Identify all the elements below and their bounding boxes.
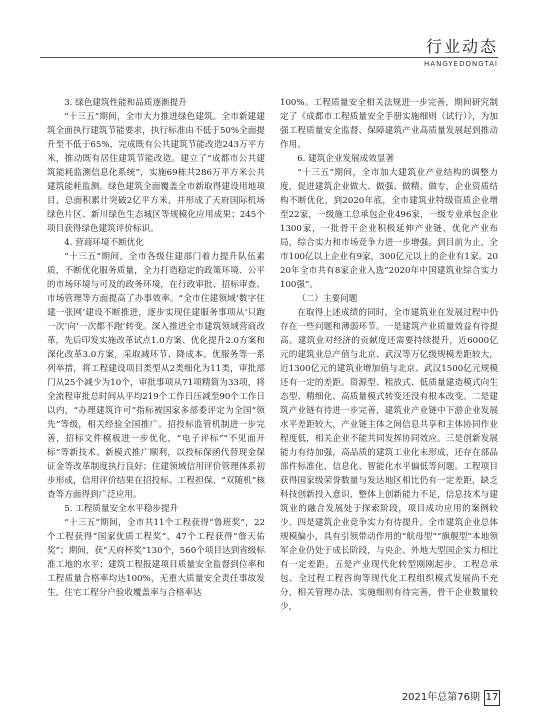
body-paragraph: “十三五”期间，全市共11个工程获得“鲁班奖”，22个工程获得“国家优质工程奖”，47个工程获得“詹天佑奖”；期间，获“天府杯奖”130个，560个项目达到省级标准工地的水平；建筑工程报建项目质量安全监督到位率和工程质量合格率均达100%，无重大质量安全责任事故发生，住宅工程分户验收覆盖率与合格率达 xyxy=(47,518,265,598)
header-rule xyxy=(40,57,498,58)
section-title: 行业动态 xyxy=(425,37,498,56)
issue-label: 2021年总第76期 xyxy=(401,692,480,703)
page-footer xyxy=(402,688,500,706)
body-paragraph: 在取得上述成绩的同时，全市建筑业在发展过程中仍存在一些问题和薄弱环节。一是建筑产业质量效益有待提高。建筑业对经济的贡献度还需要持续提升，近6000亿元的建筑业总产值与北京、武汉等万亿级规模差距较大，近1300亿元的建筑业增加值与北京、武汉1500亿元规模还有一定的差距。资源型、粗放式、低质量建造模式向生态型、精细化、高质量模式转变还没有根本改变。二是建筑产业链有待进一步完善，建筑业产业链中下游企业发展水平差距较大，产业链主体之间信息共享和主体协同作业程度低，相关企业不能共同发挥协同效应。三是创新发展能力有待加强，高品质的建筑工业化未形成，还存在部品部件标准化、信息化、智能化水平偏低等问题。工程项目获得国家级荣誉数量与发达地区相比仍有一定差距，缺乏科技创新投入意识，整体上创新能力不足，信息技术与建筑业的融合发展处于探索阶段，项目成功应用的案例较少。四是建筑企业竞争实力有待提升。全市建筑企业总体规模偏小，具有引领带动作用的“航母型”“旗舰型”本地领军企业仍处于成长阶段，与央企、外地大型国企实力相比有一定差距。五是产业现代化转型刚刚起步。工程总承包、全过程工程咨询等现代化工程组织模式发展尚不充分，相关管理办法、实施细则有待完善，骨干企业数量较少， xyxy=(280,308,498,612)
body-paragraph: “十三五”期间，全市各级住建部门着力提升队伍素质，不断优化服务质量，全力打造稳定的政策环境、公平的市场环境与可及的政务环境，在行政审批、招标审查、市场管理等方面提高了办事效率。“全市住建领域‘数字住建一张网’建设不断推进，逐步实现住建服务事项从‘只跑一次’向‘一次都不跑’转变。深入推进全市建筑领域营商改革，先后印发实施改革试点1.0方案、优化提升2.0方案和深化改革3.0方案，采取减环节、降成本、优服务等一系列举措，将工程建设项目类型从2类细化为11类，审批部门从25个减少为10个，审批事项从71项精简为33项，将全流程审批总时间从平均219个工作日压减至90个工作日以内，“办理建筑许可”指标被国家多部委评定为全国“领先”等级，相关经验全国推广。招投标监管机制进一步完善，招标文件模板进一步优化，“电子评标”“不见面开标”等新技术、新模式推广顺利，以投标保函代替现金保证金等改革制度执行良好；住建领域信用评价管理体系初步形成，信用评价结果在招投标、工程担保、“双随机”核查等方面得到广泛应用。 xyxy=(47,252,265,500)
body-paragraph: “十三五”期间，全市加大建筑业产业结构的调整力度，促进建筑企业做大、做强、做精、做专，企业资质结构不断优化，到2020年底，全市建筑业特级资质企业增至22家，一级施工总承包企业496家，一级专业承包企业1300家，一批骨干企业积极延伸产业链，优化产业布局，综合实力和市场竞争力进一步增强。到目前为止，全市100亿以上企业有9家，300亿元以上的企业有1家。2020年全市共有8家企业入选“2020年中国建筑业综合实力100强”。 xyxy=(280,168,498,290)
section-heading: （二）主要问题 xyxy=(297,294,358,304)
section-subtitle: HANGYEDONGTAI xyxy=(424,60,498,68)
body-paragraph: 100%。工程质量安全相关法规进一步完善，期间研究制定了《成都市工程质量安全手册实施细则（试行）》，为加强工程质量安全监督、保障建筑产业高质量发展起到推动作用。 xyxy=(280,98,498,150)
section-heading: 3. 绿色建筑性能和品质逐渐提升 xyxy=(64,98,187,108)
section-heading: 6. 建筑企业发展成效显著 xyxy=(297,154,395,164)
page-number: 17 xyxy=(484,690,500,706)
page-header xyxy=(0,0,538,72)
section-heading: 4. 营商环境不断优化 xyxy=(64,238,144,248)
right-column xyxy=(280,96,498,614)
section-heading: 5. 工程质量安全水平稳步提升 xyxy=(64,504,179,514)
body-paragraph: “十三五”期间，全市大力推进绿色建筑。全市新建建筑全面执行建筑节能要求，执行标准由不低于50%全面提升至不低于65%，完成既有公共建筑节能改造243万平方米，推动既有居住建筑节能改造。建立了“成都市公共建筑能耗监测信息化系统”，实施69栋共286万平方米公共建筑能耗监测。绿色建筑全面覆盖全市新取得建设用地项目，总面积累计突破2亿平方米，并形成了天府国际机场绿色片区、新川绿色生态城区等规模化应用成果；245个项目获得绿色建筑评价标识。 xyxy=(47,112,265,234)
left-column xyxy=(47,96,265,600)
